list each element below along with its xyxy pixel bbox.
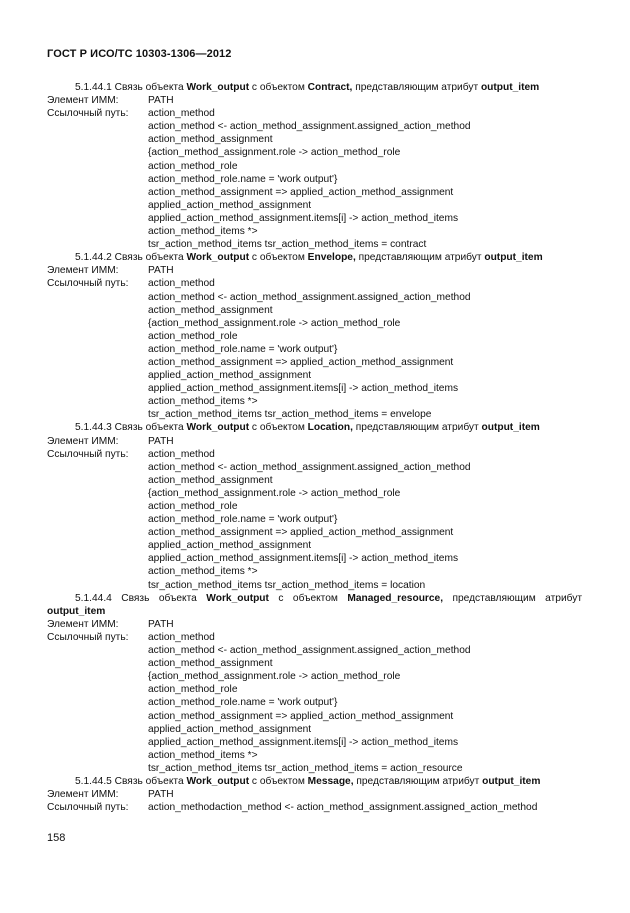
path-line: tsr_action_method_items tsr_action_method_items = envelope: [148, 409, 432, 421]
element-value: PATH: [148, 265, 174, 277]
path-line: action_methodaction_method <- action_method_assignment.assigned_action_method: [148, 802, 538, 814]
path-line: action_method_role.name = 'work output'}: [148, 343, 338, 355]
path-line: tsr_action_method_items tsr_action_method_items = location: [148, 579, 426, 591]
path-line: action_method <- action_method_assignment.assigned_action_method: [148, 645, 471, 657]
path-line: action_method <- action_method_assignment.assigned_action_method: [148, 121, 471, 133]
path-line: action_method: [148, 108, 215, 120]
path-line: action_method: [148, 448, 215, 460]
path-line: action_method <- action_method_assignment.assigned_action_method: [148, 461, 471, 473]
path-line: applied_action_method_assignment.items[i] -> action_method_items: [148, 212, 459, 224]
path-line: applied_action_method_assignment: [148, 370, 312, 382]
element-field: [47, 788, 582, 801]
path-line: action_method_role: [148, 330, 238, 342]
element-label: Элемент ИММ:: [47, 95, 119, 107]
path-line: action_method_role.name = 'work output'}: [148, 514, 338, 526]
path-label: Ссылочный путь:: [47, 802, 129, 814]
path-line: tsr_action_method_items tsr_action_method_items = contract: [148, 239, 427, 251]
path-line: applied_action_method_assignment: [148, 540, 312, 552]
element-label: Элемент ИММ:: [47, 618, 119, 630]
path-field: [47, 801, 582, 814]
path-line: action_method_assignment: [148, 658, 273, 670]
element-field: [47, 618, 582, 631]
path-line: action_method_role: [148, 160, 238, 172]
element-field: [47, 435, 582, 448]
clause-heading: 5.1.44.5 Связь объекта Work_output с объектом Message, представляющим атрибут output_item: [75, 775, 541, 787]
element-label: Элемент ИММ:: [47, 435, 119, 447]
path-line: action_method_assignment => applied_action_method_assignment: [148, 356, 454, 368]
element-label: Элемент ИММ:: [47, 265, 119, 277]
element-value: PATH: [148, 435, 174, 447]
path-line: action_method_items *>: [148, 566, 258, 578]
path-line: action_method_role: [148, 501, 238, 512]
path-line: action_method: [148, 631, 215, 643]
element-value: PATH: [148, 618, 174, 630]
path-line: action_method_items *>: [148, 396, 258, 408]
path-line: {action_method_assignment.role -> action_method_role: [148, 671, 401, 683]
path-line: {action_method_assignment.role -> action_method_role: [148, 147, 401, 159]
path-line: action_method_assignment: [148, 134, 273, 146]
page-number: 158: [47, 832, 66, 844]
path-line: action_method_role.name = 'work output'}: [148, 173, 338, 185]
element-field: [47, 264, 582, 277]
element-value: PATH: [148, 95, 174, 107]
path-label: Ссылочный путь:: [47, 448, 129, 460]
path-line: action_method_items *>: [148, 226, 258, 238]
path-line: applied_action_method_assignment.items[i] -> action_method_items: [148, 383, 459, 395]
path-label: Ссылочный путь:: [47, 278, 129, 290]
path-field: [47, 631, 582, 644]
element-label: Элемент ИММ:: [47, 789, 119, 801]
clause-heading: 5.1.44.1 Связь объекта Work_output с объектом Contract, представляющим атрибут output_item: [75, 82, 540, 93]
path-line: action_method: [148, 278, 215, 290]
path-line: action_method_items *>: [148, 749, 258, 761]
path-field: [47, 277, 582, 290]
path-line: action_method_assignment => applied_action_method_assignment: [148, 710, 454, 722]
path-field: [47, 107, 582, 120]
path-line: action_method_assignment: [148, 304, 273, 316]
clause-heading: 5.1.44.4 Связь объекта Work_output с объектом Managed_resource, представляющим атрибут: [75, 592, 583, 604]
path-line: {action_method_assignment.role -> action_method_role: [148, 487, 401, 499]
path-label: Ссылочный путь:: [47, 108, 129, 120]
path-field: [47, 448, 582, 461]
clause-heading: 5.1.44.2 Связь объекта Work_output с объектом Envelope, представляющим атрибут output_item: [75, 252, 543, 264]
path-line: action_method_assignment => applied_action_method_assignment: [148, 527, 454, 539]
path-line: applied_action_method_assignment: [148, 199, 312, 211]
path-line: {action_method_assignment.role -> action_method_role: [148, 317, 401, 329]
path-label: Ссылочный путь:: [47, 631, 129, 643]
clause-heading: 5.1.44.3 Связь объекта Work_output с объектом Location, представляющим атрибут output_item: [75, 422, 540, 434]
path-line: action_method_role: [148, 684, 238, 696]
document-header: ГОСТ Р ИСО/ТС 10303-1306—2012: [47, 48, 232, 60]
path-line: action_method <- action_method_assignment.assigned_action_method: [148, 291, 471, 303]
page-content: [47, 81, 582, 814]
element-field: [47, 94, 582, 107]
path-line: action_method_role.name = 'work output'}: [148, 697, 338, 709]
path-line: applied_action_method_assignment.items[i] -> action_method_items: [148, 736, 459, 748]
path-line: action_method_assignment => applied_action_method_assignment: [148, 186, 454, 198]
path-line: applied_action_method_assignment: [148, 723, 312, 735]
path-line: applied_action_method_assignment.items[i] -> action_method_items: [148, 553, 459, 565]
clause-heading-continuation: output_item: [47, 605, 106, 617]
path-line: action_method_assignment: [148, 474, 273, 486]
element-value: PATH: [148, 789, 174, 801]
path-line: tsr_action_method_items tsr_action_method_items = action_resource: [148, 762, 463, 774]
